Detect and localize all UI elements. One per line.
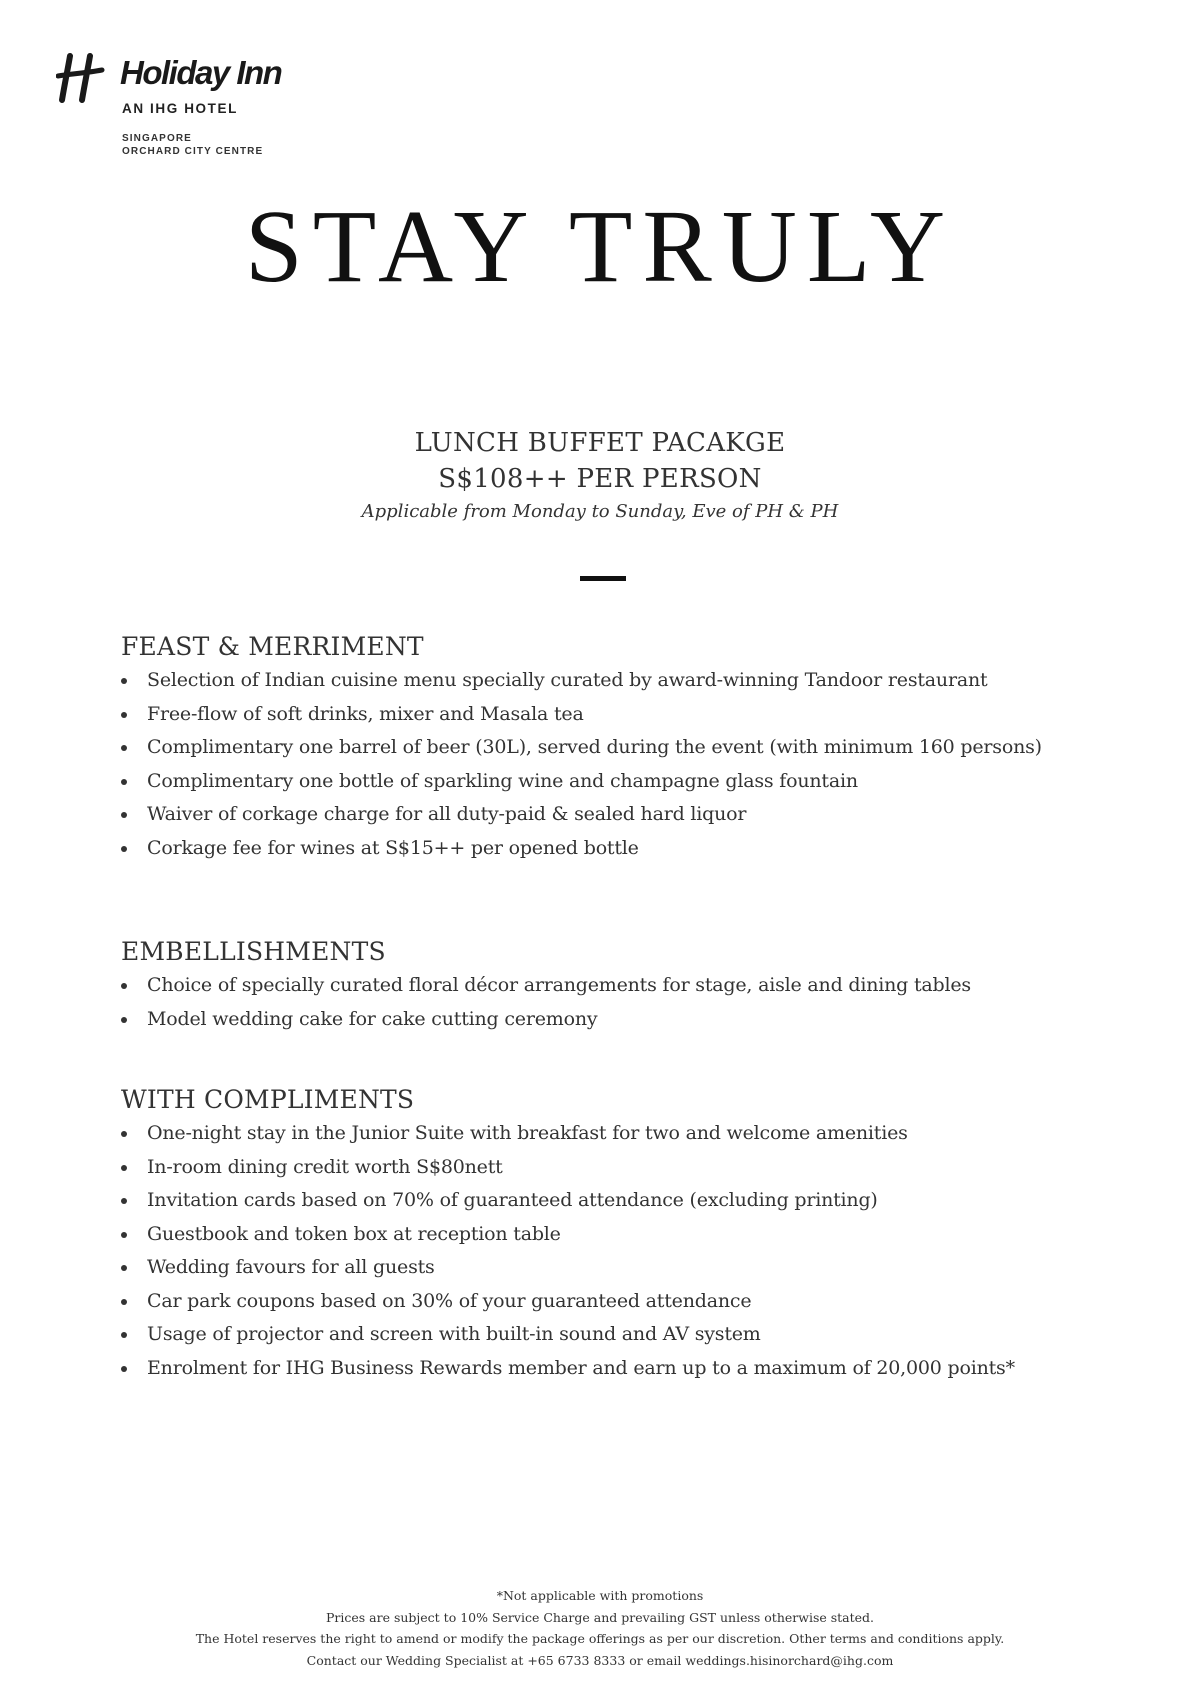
footer-terms-note: The Hotel reserves the right to amend or modify the package offerings as per our discretion. Other terms and conditions apply.	[195, 1631, 1005, 1646]
list-item	[121, 1218, 1121, 1252]
feature-list	[121, 664, 1121, 865]
bullet-icon	[121, 779, 127, 785]
hero-title: STAY TRULY	[244, 189, 956, 304]
list-item	[121, 1151, 1121, 1185]
list-item-text: Waiver of corkage charge for all duty-paid & sealed hard liquor	[147, 803, 747, 825]
list-item	[121, 1285, 1121, 1319]
list-item	[121, 664, 1121, 698]
section-divider	[580, 576, 626, 581]
list-item-text: Wedding favours for all guests	[147, 1256, 435, 1278]
package-price: S$108++ PER PERSON	[438, 464, 762, 494]
list-item-text: Enrolment for IHG Business Rewards member and earn up to a maximum of 20,000 points*	[147, 1356, 1015, 1379]
brand-name: Holiday Inn	[120, 54, 282, 91]
list-item-text: Guestbook and token box at reception table	[147, 1222, 561, 1245]
list-item	[121, 1003, 1121, 1037]
bullet-icon	[121, 1131, 127, 1137]
list-item-text: Corkage fee for wines at S$15++ per opened bottle	[147, 836, 639, 859]
brand-location-line1: SINGAPORE	[122, 133, 192, 144]
bullet-icon	[121, 1265, 127, 1271]
bullet-icon	[121, 812, 127, 818]
footer-promo-note: *Not applicable with promotions	[496, 1588, 704, 1603]
list-item	[121, 832, 1121, 866]
bullet-icon	[121, 983, 127, 989]
bullet-icon	[121, 1165, 127, 1171]
bullet-icon	[121, 1366, 127, 1372]
section-heading: WITH COMPLIMENTS	[121, 1085, 415, 1114]
brand-tagline: AN IHG HOTEL	[122, 101, 238, 116]
list-item-text: Choice of specially curated floral décor arrangements for stage, aisle and dining tables	[147, 974, 971, 996]
footer-contact: Contact our Wedding Specialist at +65 6733 8333 or email weddings.hisinorchard@ihg.com	[306, 1652, 894, 1668]
section-feast-merriment	[121, 630, 1121, 865]
list-item	[121, 1352, 1121, 1386]
footer-pricing-note: Prices are subject to 10% Service Charge and prevailing GST unless otherwise stated.	[325, 1609, 875, 1625]
section-heading: EMBELLISHMENTS	[121, 937, 386, 966]
bullet-icon	[121, 846, 127, 852]
section-embellishments	[121, 935, 1121, 1036]
list-item-text: Complimentary one bottle of sparkling wine and champagne glass fountain	[147, 769, 858, 792]
footer-notes	[0, 1585, 1200, 1671]
bullet-icon	[121, 712, 127, 718]
list-item	[121, 1251, 1121, 1285]
section-with-compliments	[121, 1083, 1121, 1385]
package-header	[0, 425, 1200, 527]
brand-location-line2: ORCHARD CITY CENTRE	[122, 146, 264, 157]
section-heading: FEAST & MERRIMENT	[121, 632, 424, 661]
feature-list	[121, 1117, 1121, 1385]
hotel-logo	[56, 52, 316, 162]
bullet-icon	[121, 1332, 127, 1338]
list-item-text: In-room dining credit worth S$80nett	[147, 1155, 503, 1178]
list-item-text: Complimentary one barrel of beer (30L), served during the event (with minimum 160 persons)	[147, 736, 1042, 758]
list-item	[121, 1318, 1121, 1352]
bullet-icon	[121, 745, 127, 751]
bullet-icon	[121, 1232, 127, 1238]
feature-list	[121, 969, 1121, 1036]
list-item	[121, 1184, 1121, 1218]
list-item-text: Usage of projector and screen with built-in sound and AV system	[147, 1323, 761, 1345]
bullet-icon	[121, 1017, 127, 1023]
package-title: LUNCH BUFFET PACAKGE	[414, 428, 786, 458]
brand-location	[122, 132, 263, 158]
list-item-text: One-night stay in the Junior Suite with breakfast for two and welcome amenities	[147, 1122, 908, 1144]
bullet-icon	[121, 678, 127, 684]
bullet-icon	[121, 1299, 127, 1305]
package-applicability: Applicable from Monday to Sunday, Eve of PH & PH	[361, 501, 839, 522]
bullet-icon	[121, 1198, 127, 1204]
holiday-inn-h-icon	[56, 52, 108, 104]
list-item-text: Invitation cards based on 70% of guaranteed attendance (excluding printing)	[147, 1189, 878, 1211]
list-item-text: Model wedding cake for cake cutting ceremony	[147, 1007, 598, 1030]
list-item	[121, 698, 1121, 732]
list-item	[121, 1117, 1121, 1151]
list-item-text: Car park coupons based on 30% of your guaranteed attendance	[147, 1289, 752, 1312]
list-item	[121, 969, 1121, 1003]
list-item	[121, 731, 1121, 765]
list-item	[121, 798, 1121, 832]
list-item-text: Selection of Indian cuisine menu specially curated by award-winning Tandoor restaurant	[147, 669, 988, 691]
list-item	[121, 765, 1121, 799]
list-item-text: Free-flow of soft drinks, mixer and Masala tea	[147, 702, 584, 725]
